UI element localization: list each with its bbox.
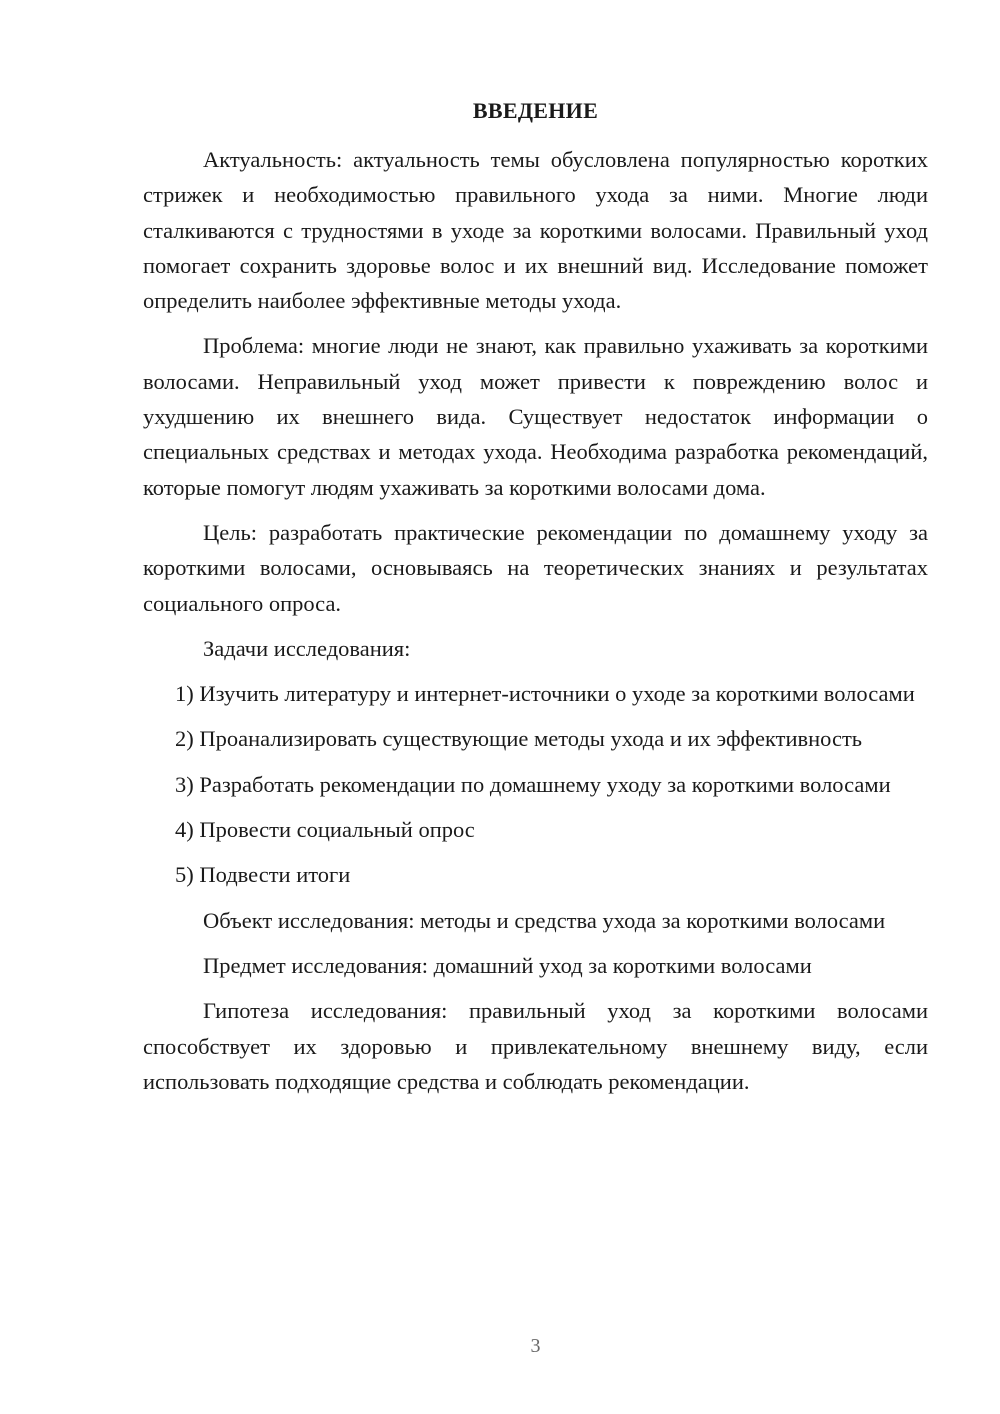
task-item-5: 5) Подвести итоги	[175, 862, 351, 888]
object-paragraph: Объект исследования: методы и средства ухода за короткими волосами	[203, 907, 886, 933]
document-body	[143, 142, 928, 1109]
document-page	[143, 0, 928, 1414]
task-item-4: 4) Провести социальный опрос	[175, 817, 475, 843]
page-number: 3	[530, 1335, 541, 1357]
task-item-1: 1) Изучить литературу и интернет-источники о уходе за короткими волосами	[175, 681, 915, 707]
task-item-2: 2) Проанализировать существующие методы ухода и их эффективность	[175, 726, 863, 752]
task-item-3: 3) Разработать рекомендации по домашнему уходу за короткими волосами	[175, 771, 891, 797]
problem-paragraph: Проблема: многие люди не знают, как правильно ухаживать за короткими волосами. Неправильный уход может привести к повреждению волос и ухудшению их внешнего вида. Существует недостаток информации о специальных средствах и методах ухода. Необходима разработка рекомендаций, которые помогут людям ухаживать за короткими волосами дома.	[143, 333, 928, 500]
hypothesis-paragraph: Гипотеза исследования: правильный уход за короткими волосами способствует их здоровью и привлекательному внешнему виду, если использовать подходящие средства и соблюдать рекомендации.	[143, 998, 928, 1094]
goal-paragraph: Цель: разработать практические рекомендации по домашнему уходу за короткими волосами, основываясь на теоретических знаниях и результатах социального опроса.	[143, 519, 928, 616]
section-title: ВВЕДЕНИЕ	[472, 98, 599, 123]
tasks-heading: Задачи исследования:	[203, 635, 411, 661]
subject-paragraph: Предмет исследования: домашний уход за короткими волосами	[203, 952, 812, 978]
relevance-paragraph: Актуальность: актуальность темы обусловлена популярностью коротких стрижек и необходимостью правильного ухода за ними. Многие люди сталкиваются с трудностями в уходе за короткими волосами. Правильный уход помогает сохранить здоровье волос и их внешний вид. Исследование поможет определить наиболее эффективные методы ухода.	[143, 147, 928, 314]
